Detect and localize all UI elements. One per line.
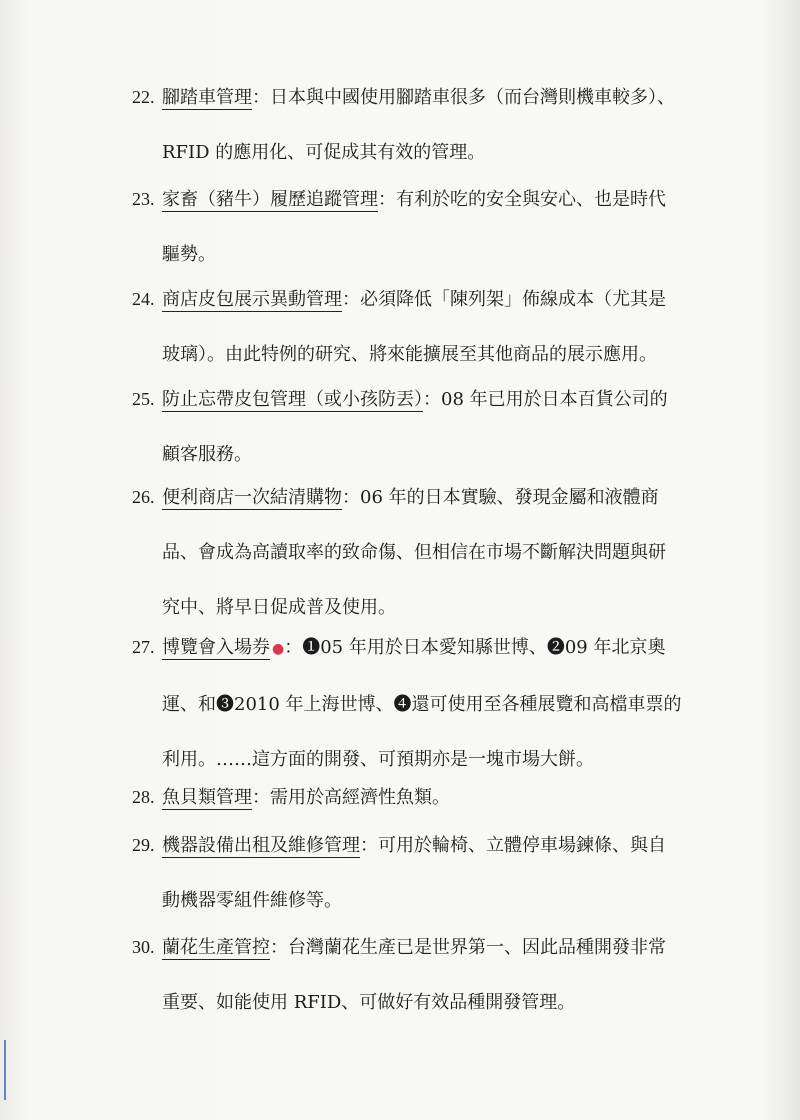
item-number: 24. <box>132 289 155 309</box>
list-item-22 <box>132 70 732 180</box>
item-number: 23. <box>132 189 155 209</box>
item-continuation: 玻璃）。由此特例的研究、將來能擴展至其他商品的展示應用。 <box>162 344 657 365</box>
item-text: ：必須降低「陳列架」佈線成本（尤其是 <box>342 289 666 310</box>
list-item-27 <box>132 620 732 787</box>
item-continuation: 驅勢。 <box>162 244 216 265</box>
item-text: ：08 年已用於日本百貨公司的 <box>423 389 668 410</box>
item-continuation: RFID 的應用化、可促成其有效的管理。 <box>162 142 486 163</box>
scan-edge-mark <box>4 1040 6 1100</box>
item-title: 魚貝類管理 <box>162 787 252 808</box>
item-continuation: 運、和❸2010 年上海世博、❹還可使用至各種展覽和高檔車票的 <box>162 694 682 715</box>
list-item-30 <box>132 920 732 1030</box>
item-text: ：需用於高經濟性魚類。 <box>252 787 450 808</box>
item-number: 26. <box>132 487 155 507</box>
list-item-29 <box>132 818 732 928</box>
item-title: 博覽會入場券 <box>162 637 270 658</box>
list-item-24 <box>132 272 732 382</box>
item-number: 30. <box>132 937 155 957</box>
item-text: ：可用於輪椅、立體停車場鍊條、與自 <box>360 835 666 856</box>
item-title: 商店皮包展示異動管理 <box>162 289 342 310</box>
item-text: ：日本與中國使用腳踏車很多（而台灣則機車較多）、 <box>252 87 675 108</box>
item-continuation: 品、會成為高讀取率的致命傷、但相信在市場不斷解決問題與研 <box>162 542 666 563</box>
item-title: 防止忘帶皮包管理（或小孩防丟） <box>162 389 423 410</box>
item-title: 腳踏車管理 <box>162 87 252 108</box>
item-number: 29. <box>132 835 155 855</box>
item-continuation: 動機器零組件維修等。 <box>162 890 342 911</box>
item-title: 蘭花生產管控 <box>162 937 270 958</box>
item-text: ：06 年的日本實驗、發現金屬和液體商 <box>342 487 659 508</box>
item-continuation: 利用。……這方面的開發、可預期亦是一塊市場大餅。 <box>162 749 594 770</box>
list-item-26 <box>132 470 732 635</box>
item-number: 25. <box>132 389 155 409</box>
item-number: 28. <box>132 787 155 807</box>
item-continuation: 究中、將早日促成普及使用。 <box>162 597 396 618</box>
item-continuation: 重要、如能使用 RFID、可做好有效品種開發管理。 <box>162 992 576 1013</box>
item-title: 便利商店一次結清購物 <box>162 487 342 508</box>
list-item-25 <box>132 372 732 482</box>
item-continuation: 顧客服務。 <box>162 444 252 465</box>
red-dot-marker: ● <box>272 641 285 657</box>
item-text: ：❶05 年用於日本愛知縣世博、❷09 年北京奧 <box>284 637 666 658</box>
item-title: 家畜（豬牛）履歷追蹤管理 <box>162 189 378 210</box>
item-text: ：有利於吃的安全與安心、也是時代 <box>378 189 666 210</box>
item-number: 27. <box>132 637 155 657</box>
item-text: ：台灣蘭花生產已是世界第一、因此品種開發非常 <box>270 937 666 958</box>
list-item-23 <box>132 172 732 282</box>
list-item-28 <box>132 770 732 825</box>
item-number: 22. <box>132 87 155 107</box>
item-title: 機器設備出租及維修管理 <box>162 835 360 856</box>
